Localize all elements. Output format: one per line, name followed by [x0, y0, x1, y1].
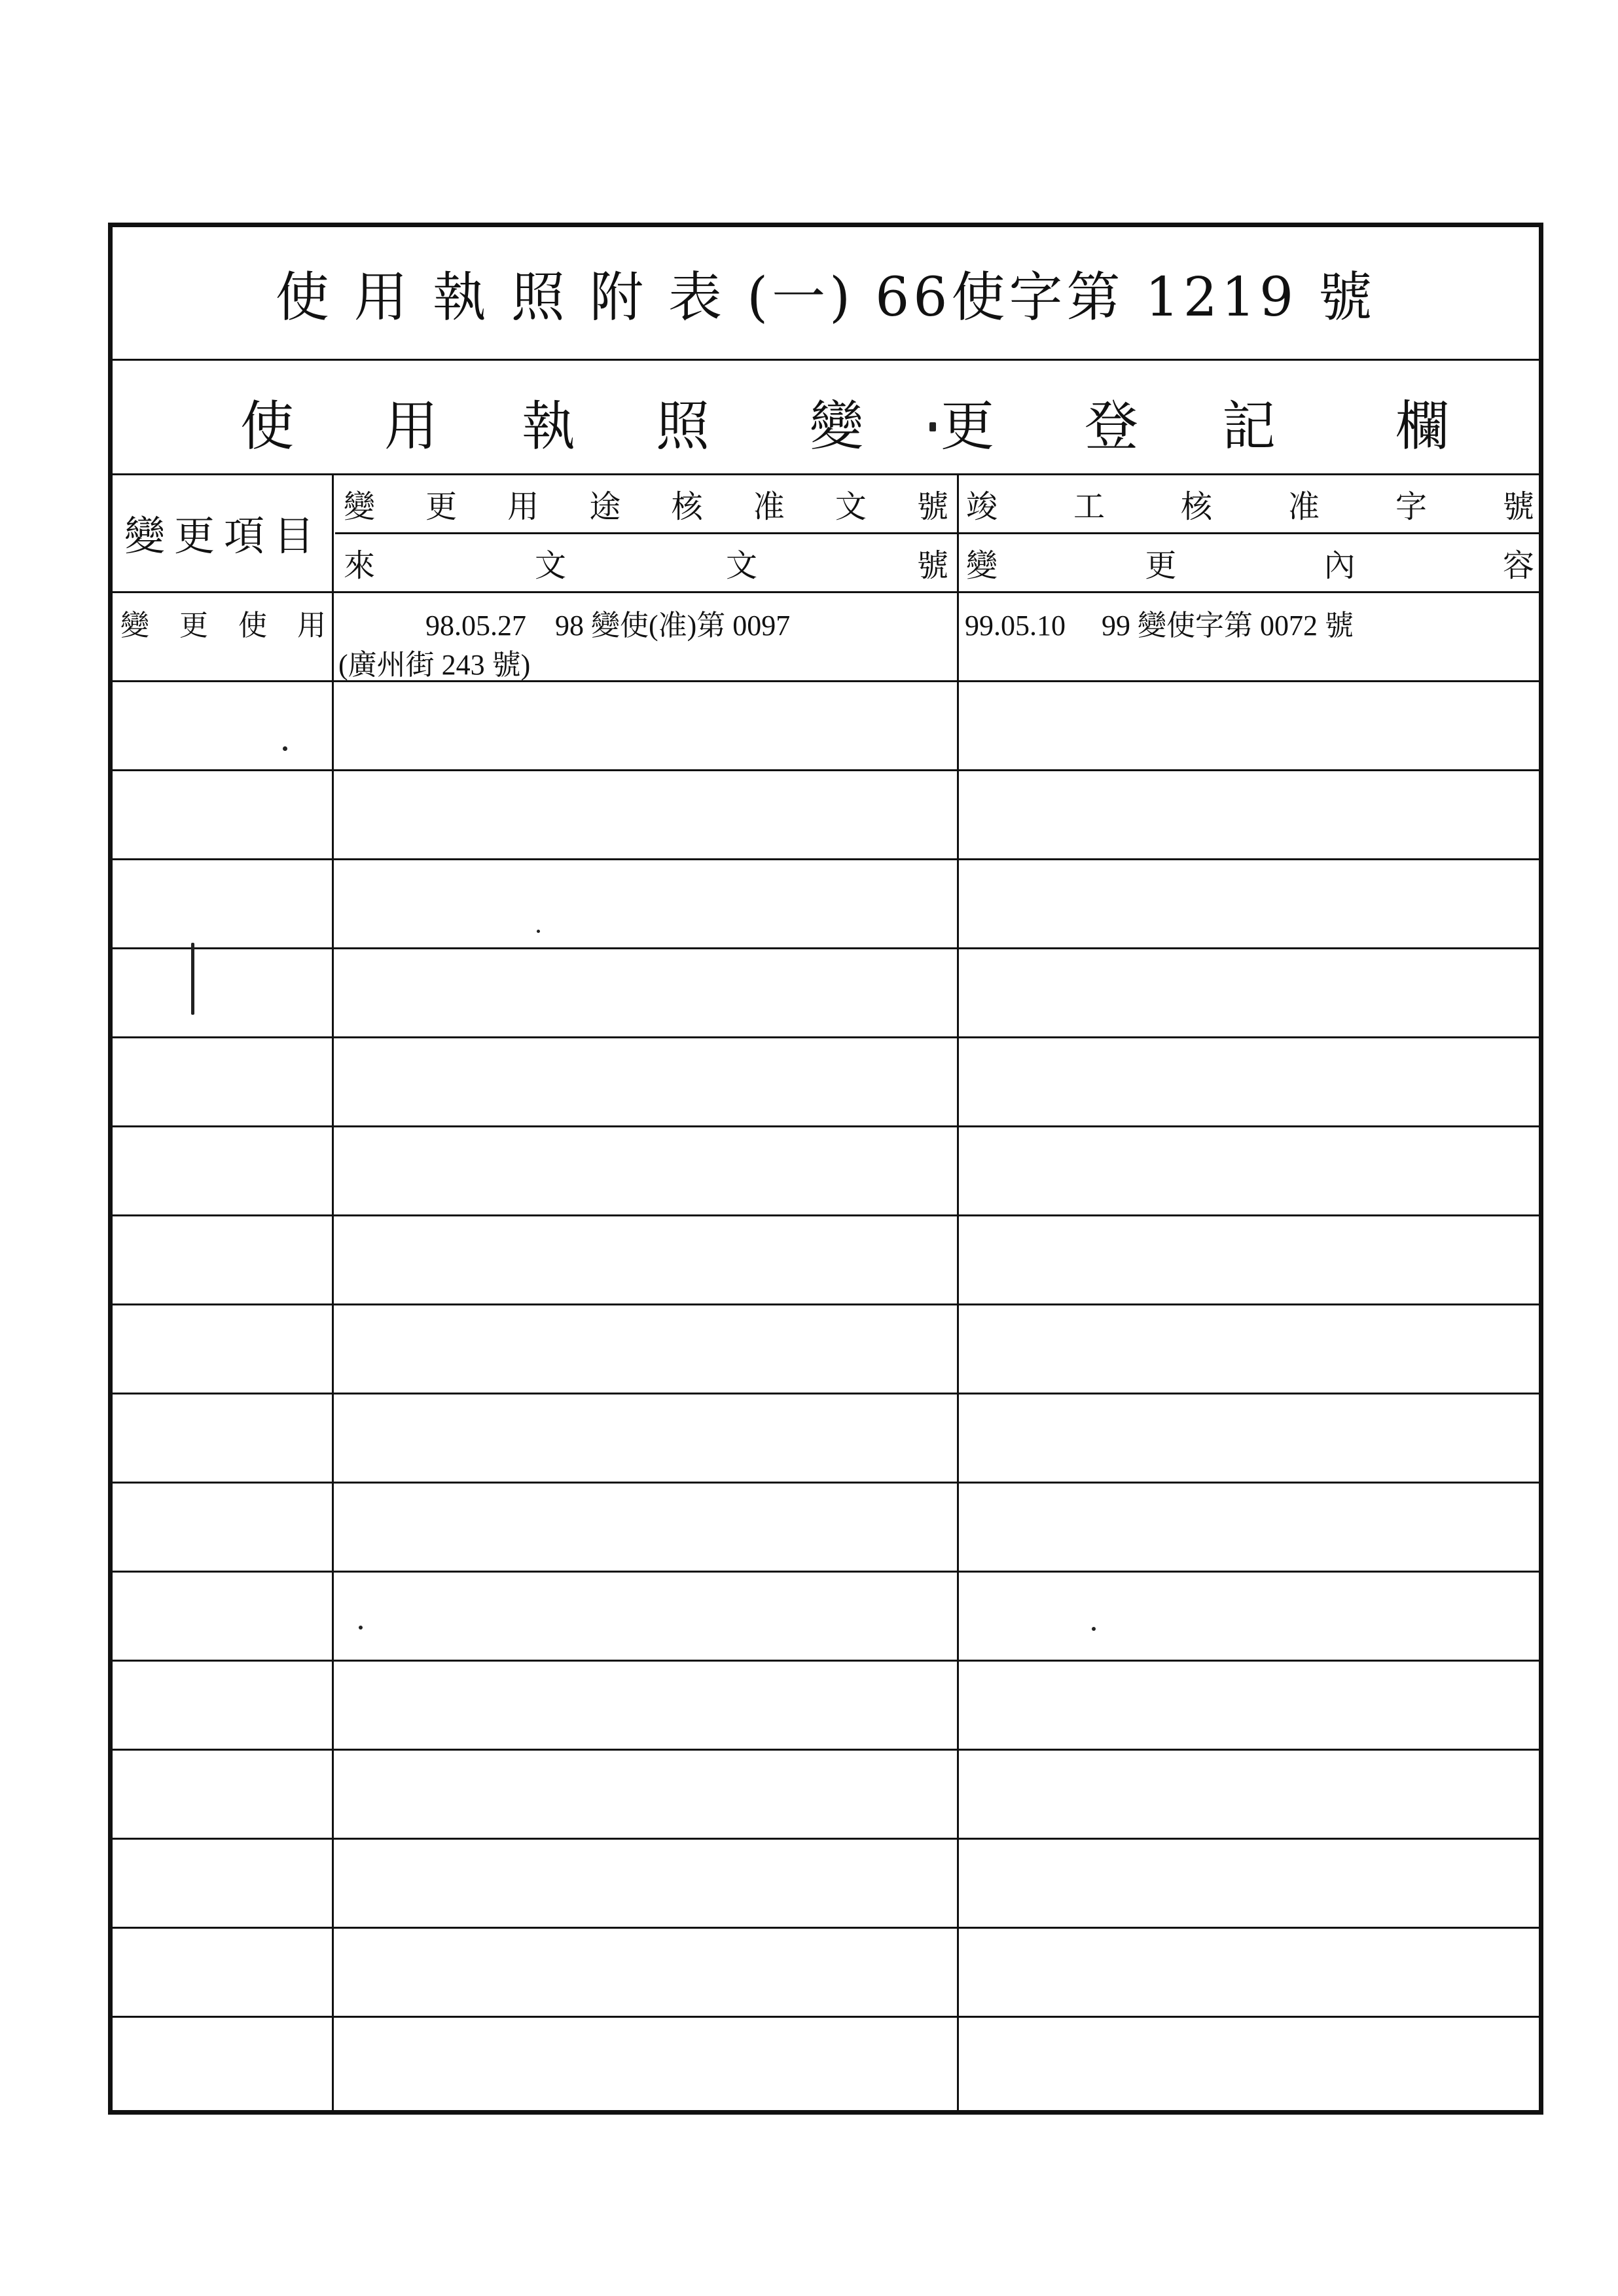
header-char: 字 — [1395, 488, 1427, 525]
scan-speck — [537, 930, 540, 933]
scan-speck — [929, 422, 936, 431]
scan-speck — [1092, 1627, 1096, 1631]
scan-mark — [191, 943, 194, 1015]
row-divider — [113, 1125, 1539, 1127]
row-item-label: 變更使用 — [120, 609, 356, 642]
row-divider — [113, 591, 1539, 593]
row-col2-line1: 99.05.10 99 變使字第 0072 號 — [965, 610, 1354, 642]
row-divider — [113, 1036, 1539, 1038]
header-char: 用 — [507, 488, 539, 525]
scan-speck — [359, 1626, 363, 1630]
subtitle-char: 照 — [656, 395, 710, 458]
header-char: 容 — [1502, 547, 1534, 584]
col2-header-top — [962, 477, 1538, 530]
row-col1-line1: 98.05.27 98 變使(准)第 0097 — [425, 610, 791, 642]
column-divider — [957, 473, 959, 2110]
row-divider — [113, 1482, 1539, 1484]
header-char: 內 — [1323, 547, 1356, 584]
subtitle-char: 使 — [240, 395, 295, 458]
header-char: 號 — [916, 488, 948, 525]
header-char: 途 — [589, 488, 621, 525]
row-divider — [113, 947, 1539, 949]
header-char: 核 — [671, 488, 703, 525]
subtitle-char: 登 — [1085, 395, 1139, 458]
row-divider — [113, 1214, 1539, 1216]
page-title: 使 用 執 照 附 表 (一) 66使字第 1219 號 — [275, 266, 1376, 329]
row-divider — [113, 769, 1539, 771]
column-divider — [332, 473, 334, 2110]
header-char: 准 — [1287, 488, 1320, 525]
header-char: 號 — [916, 547, 948, 584]
header-char: 工 — [1073, 488, 1105, 525]
header-char: 來 — [344, 547, 376, 584]
subtitle-char: 更 — [941, 395, 995, 458]
row-divider — [113, 1838, 1539, 1840]
header-char: 文 — [534, 547, 566, 584]
row-divider — [113, 1927, 1539, 1929]
header-char: 更 — [1145, 547, 1177, 584]
row-divider — [113, 680, 1539, 682]
subtitle-char: 變 — [810, 395, 864, 458]
col2-header-bottom — [962, 536, 1538, 589]
subtitle-char: 欄 — [1395, 395, 1450, 458]
header-char: 文 — [725, 547, 757, 584]
subtitle-row — [113, 359, 1539, 475]
col1-header-bottom — [338, 536, 954, 589]
header-char: 號 — [1502, 488, 1534, 525]
row-divider — [113, 1303, 1539, 1305]
header-char: 核 — [1180, 488, 1212, 525]
title-row — [113, 227, 1539, 361]
subtitle-char: 執 — [522, 395, 576, 458]
license-table-frame — [108, 223, 1543, 2115]
row-divider — [113, 858, 1539, 860]
row-col1-line2: (廣州街 243 號) — [338, 649, 531, 681]
header-char: 變 — [344, 488, 376, 525]
row-divider — [113, 1660, 1539, 1662]
header-char: 文 — [835, 488, 867, 525]
row-divider — [113, 1749, 1539, 1751]
row-divider — [113, 2016, 1539, 2018]
header-char: 竣 — [966, 488, 998, 525]
scan-speck — [283, 746, 287, 751]
header-char: 更 — [425, 488, 458, 525]
row-divider — [113, 1393, 1539, 1394]
header-char: 准 — [753, 488, 785, 525]
item-header: 變更項目 — [124, 511, 323, 560]
subtitle-char: 記 — [1222, 395, 1276, 458]
row-divider — [113, 1571, 1539, 1573]
col1-header-top — [338, 477, 954, 530]
subtitle-char: 用 — [384, 395, 439, 458]
header-divider — [335, 532, 1539, 534]
header-char: 變 — [966, 547, 998, 584]
registration-grid — [113, 473, 1539, 2110]
